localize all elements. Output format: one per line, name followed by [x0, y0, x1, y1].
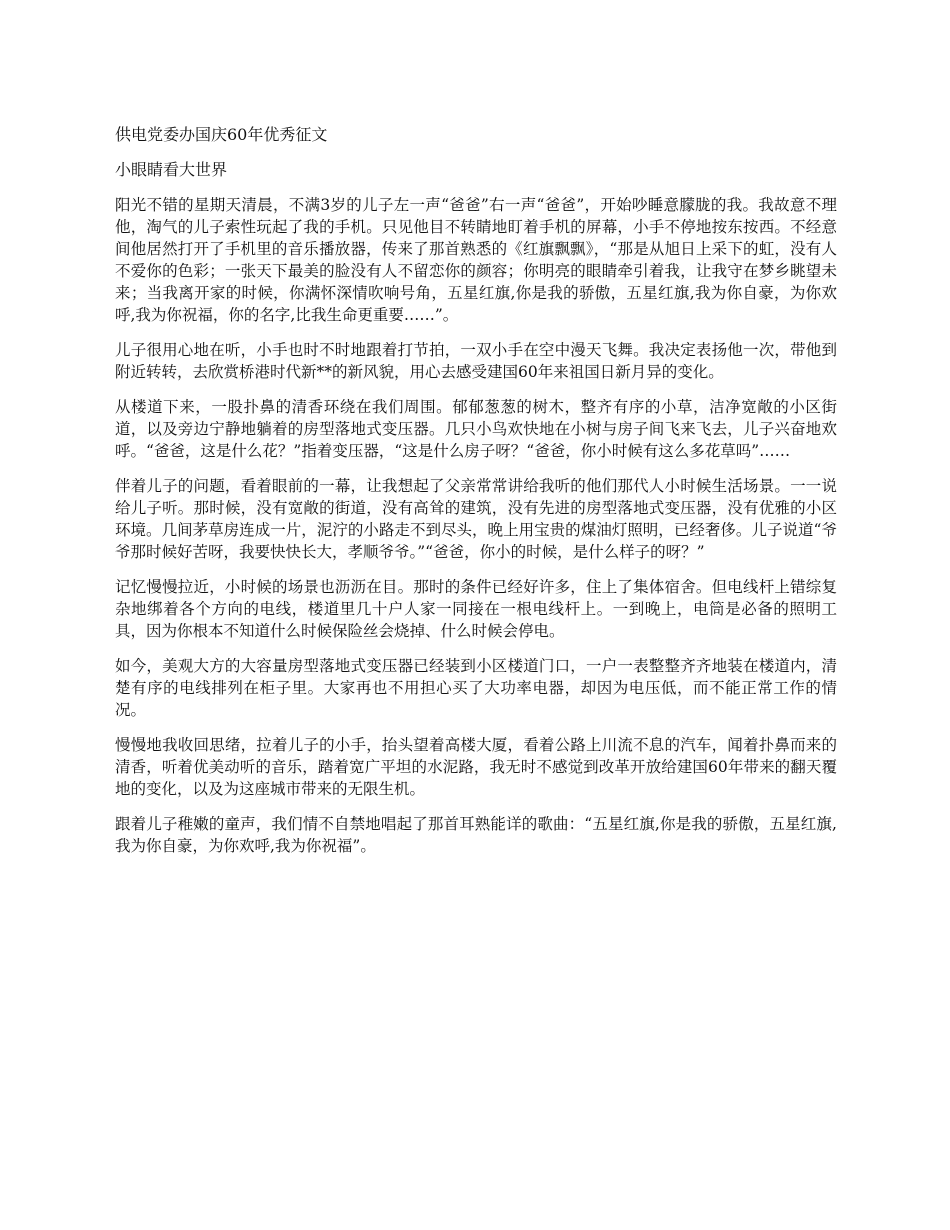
document-title: 供电党委办国庆60年优秀征文 [115, 125, 328, 144]
paragraph-2: 儿子很用心地在听，小手也时不时地跟着打节拍，一双小手在空中漫天飞舞。我决定表扬他一次，带他到附近转转，去欣赏桥港时代新**的新风貌，用心去感受建国60年来祖国日新月异的变化。 [115, 341, 837, 381]
paragraph-1: 阳光不错的星期天清晨，不满3岁的儿子左一声“爸爸”右一声“爸爸”，开始吵睡意朦胧的我。我故意不理他，淘气的儿子索性玩起了我的手机。只见他目不转睛地盯着手机的屏幕，小手不停地按东按西。不经意间他居然打开了手机里的音乐播放器，传来了那首熟悉的《红旗飘飘》，“那是从旭日上采下的虹，没有人不爱你的色彩；一张天下最美的脸没有人不留恋你的颜容；你明亮的眼睛牵引着我，让我守在梦乡眺望未来；当我离开家的时候，你满怀深情吹响号角，五星红旗,你是我的骄傲，五星红旗,我为你自豪，为你欢呼,我为你祝福，你的名字,比我生命更重要……”。 [115, 196, 837, 324]
paragraph-3: 从楼道下来，一股扑鼻的清香环绕在我们周围。郁郁葱葱的树木，整齐有序的小草，洁净宽敞的小区街道，以及旁边宁静地躺着的房型落地式变压器。几只小鸟欢快地在小树与房子间飞来飞去，儿子兴奋地欢呼。“爸爸，这是什么花？”指着变压器，“这是什么房子呀？“爸爸，你小时候有这么多花草吗”…… [115, 398, 837, 460]
paragraph-7: 慢慢地我收回思绪，拉着儿子的小手，抬头望着高楼大厦，看着公路上川流不息的汽车，闻着扑鼻而来的清香，听着优美动听的音乐，踏着宽广平坦的水泥路，我无时不感觉到改革开放给建国60年带来的翻天覆地的变化，以及为这座城市带来的无限生机。 [115, 736, 837, 798]
document-subtitle: 小眼睛看大世界 [115, 160, 228, 179]
document-page [115, 124, 837, 870]
paragraph-5: 记忆慢慢拉近，小时候的场景也沥沥在目。那时的条件已经好许多，住上了集体宿舍。但电线杆上错综复杂地绑着各个方向的电线，楼道里几十户人家一同接在一根电线杆上。一到晚上，电筒是必备的照明工具，因为你根本不知道什么时候保险丝会烧掉、什么时候会停电。 [115, 578, 837, 640]
paragraph-8: 跟着儿子稚嫩的童声，我们情不自禁地唱起了那首耳熟能详的歌曲：“五星红旗,你是我的骄傲，五星红旗,我为你自豪，为你欢呼,我为你祝福”。 [115, 815, 837, 855]
paragraph-4: 伴着儿子的问题，看着眼前的一幕，让我想起了父亲常常讲给我听的他们那代人小时候生活场景。一一说给儿子听。那时候，没有宽敞的街道，没有高耸的建筑，没有先进的房型落地式变压器，没有优雅的小区环境。几间茅草房连成一片，泥泞的小路走不到尽头，晚上用宝贵的煤油灯照明，已经奢侈。儿子说道“爷爷那时候好苦呀，我要快快长大，孝顺爷爷。”“爸爸，你小的时候，是什么样子的呀？” [115, 477, 837, 561]
paragraph-6: 如今，美观大方的大容量房型落地式变压器已经装到小区楼道门口，一户一表整整齐齐地装在楼道内，清楚有序的电线排列在柜子里。大家再也不用担心买了大功率电器，却因为电压低，而不能正常工作的情况。 [115, 657, 837, 719]
